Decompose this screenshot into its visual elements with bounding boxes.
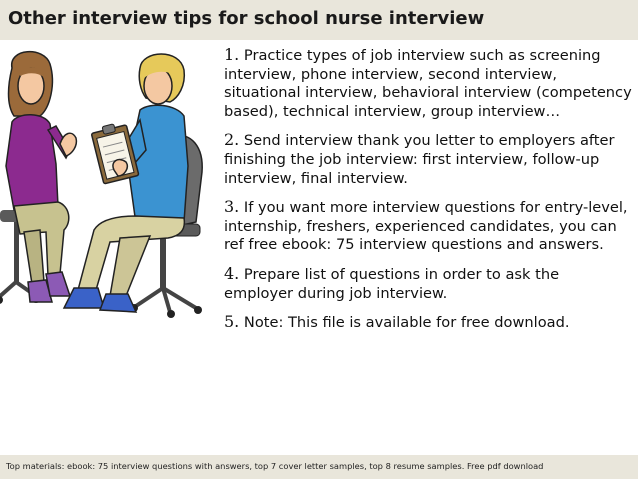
footer-text: Top materials: ebook: 75 interview questions with answers, top 7 cover letter samples, top 8 resume samples. Free pdf download <box>6 461 544 471</box>
tip-number: 3. <box>224 197 240 217</box>
tip-text: Practice types of job interview such as screening interview, phone interview, second interview, situational interview, behavioral interview (competency based), technical interview, group interview… <box>224 47 632 120</box>
tip-number: 4. <box>224 263 240 283</box>
man-figure <box>64 54 188 312</box>
tip-item <box>224 313 632 333</box>
page-title: Other interview tips for school nurse interview <box>8 8 485 29</box>
tip-text: Send interview thank you letter to employers after finishing the job interview: first interview, follow-up interview, final interview. <box>224 132 615 187</box>
title-bar <box>0 0 638 40</box>
tip-text: If you want more interview questions for entry-level, internship, freshers, experienced candidates, you can ref free ebook: 75 interview questions and answers. <box>224 199 628 254</box>
tip-text: Note: This file is available for free download. <box>243 314 570 332</box>
tips-list <box>224 46 632 343</box>
tip-text: Prepare list of questions in order to ask the employer during job interview. <box>224 265 560 302</box>
tip-number: 2. <box>224 130 240 150</box>
footer-bar <box>0 455 638 479</box>
tip-item <box>224 46 632 121</box>
tip-number: 1. <box>224 45 240 64</box>
tip-item <box>224 198 632 255</box>
tip-item <box>224 131 632 188</box>
tip-item <box>224 265 632 303</box>
tip-number: 5. <box>224 312 240 332</box>
interview-illustration <box>0 46 218 336</box>
